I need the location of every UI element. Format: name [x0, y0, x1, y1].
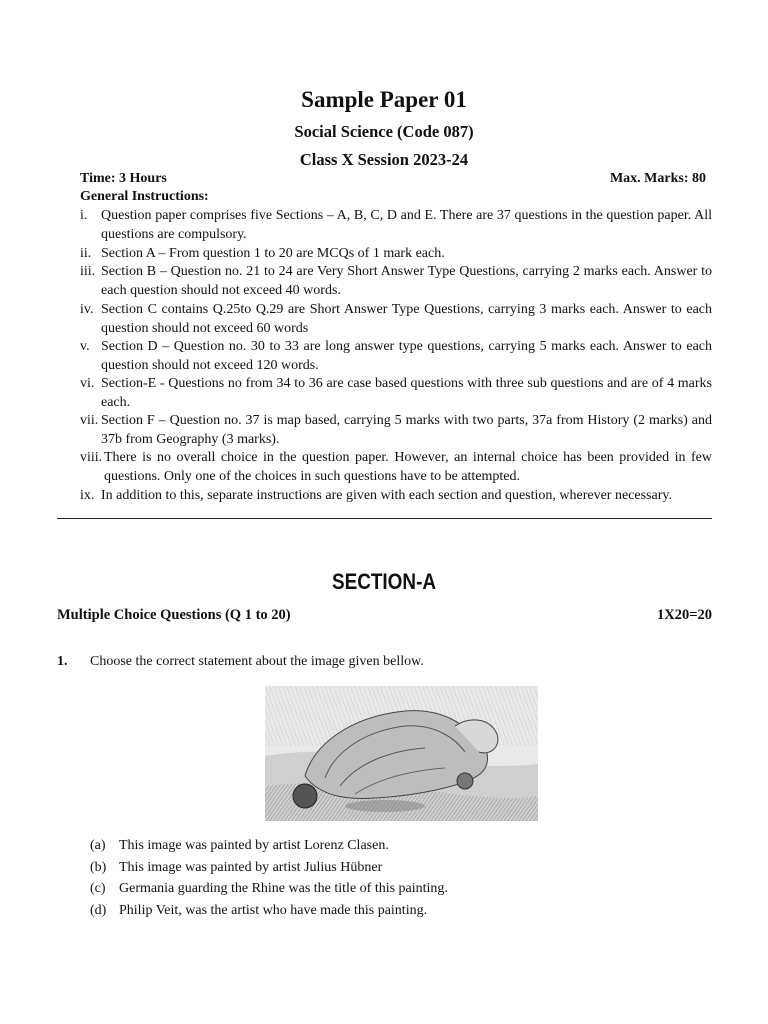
option-d — [90, 903, 427, 919]
instruction-text: Section A – From question 1 to 20 are MCQs of 1 mark each. — [101, 246, 445, 261]
instruction-item — [80, 263, 712, 300]
question-number: 1. — [57, 654, 68, 669]
section-marks: 1X20=20 — [657, 607, 712, 623]
instruction-number: viii. — [80, 450, 103, 465]
instruction-number: vi. — [80, 376, 95, 391]
instruction-number: vii. — [80, 413, 99, 428]
option-label: (c) — [90, 881, 106, 896]
instruction-item — [80, 301, 712, 338]
general-instructions-heading: General Instructions: — [80, 189, 209, 204]
question-text: Choose the correct statement about the image given bellow. — [90, 654, 424, 669]
horizontal-rule — [57, 518, 712, 519]
paper-title: Sample Paper 01 — [301, 87, 467, 112]
class-session-line: Class X Session 2023-24 — [299, 150, 469, 169]
option-b — [90, 860, 382, 876]
option-label: (d) — [90, 903, 107, 918]
instruction-item — [80, 449, 712, 486]
instruction-number: i. — [80, 208, 88, 223]
instruction-item — [80, 245, 712, 264]
instruction-text: Section-E - Questions no from 34 to 36 are case based questions with three sub questions and are of 4 marks each. — [101, 376, 712, 410]
subject-line: Social Science (Code 087) — [294, 122, 474, 141]
instruction-text: There is no overall choice in the question paper. However, an internal choice has been provided in few questions. Only one of the choices in such questions have to be attempted. — [104, 450, 712, 484]
option-text: Germania guarding the Rhine was the title of this painting. — [119, 881, 448, 896]
instruction-text: In addition to this, separate instructions are given with each section and question, wherever necessary. — [101, 488, 672, 503]
option-c — [90, 881, 448, 897]
instruction-number: iii. — [80, 264, 96, 279]
instruction-item — [80, 207, 712, 244]
instruction-item — [80, 487, 712, 506]
time-label: Time: 3 Hours — [80, 171, 167, 186]
instruction-number: iv. — [80, 302, 94, 317]
option-text: This image was painted by artist Julius Hübner — [119, 860, 383, 875]
instruction-text: Section D – Question no. 30 to 33 are long answer type questions, carrying 5 marks each. Answer to each question should not exceed 120 words. — [101, 339, 712, 373]
max-marks-label: Max. Marks: 80 — [609, 171, 706, 186]
option-text: Philip Veit, was the artist who have made this painting. — [119, 903, 428, 918]
instruction-number: ix. — [80, 488, 95, 503]
instruction-text: Section F – Question no. 37 is map based, carrying 5 marks with two parts, 37a from History (2 marks) and 37b from Geography (3 marks). — [101, 413, 712, 447]
option-label: (a) — [90, 838, 106, 853]
option-text: This image was painted by artist Lorenz Clasen. — [119, 838, 389, 853]
instruction-number: v. — [80, 339, 90, 354]
instruction-item — [80, 412, 712, 449]
section-label: Multiple Choice Questions (Q 1 to 20) — [57, 607, 291, 623]
option-a — [90, 838, 389, 854]
instruction-number: ii. — [80, 246, 92, 261]
instruction-item — [80, 338, 712, 375]
option-label: (b) — [90, 860, 107, 875]
instruction-item — [80, 375, 712, 412]
section-heading: SECTION-A — [331, 569, 437, 594]
instruction-text: Section C contains Q.25to Q.29 are Short Answer Type Questions, carrying 3 marks each. Answer to each question should not exceed 60 words — [101, 302, 712, 336]
painting-image — [265, 686, 538, 821]
instruction-text: Section B – Question no. 21 to 24 are Very Short Answer Type Questions, carrying 2 marks each. Answer to each question should not exceed 40 words. — [101, 264, 712, 298]
instruction-text: Question paper comprises five Sections – A, B, C, D and E. There are 37 questions in the question paper. All questions are compulsory. — [101, 208, 712, 242]
